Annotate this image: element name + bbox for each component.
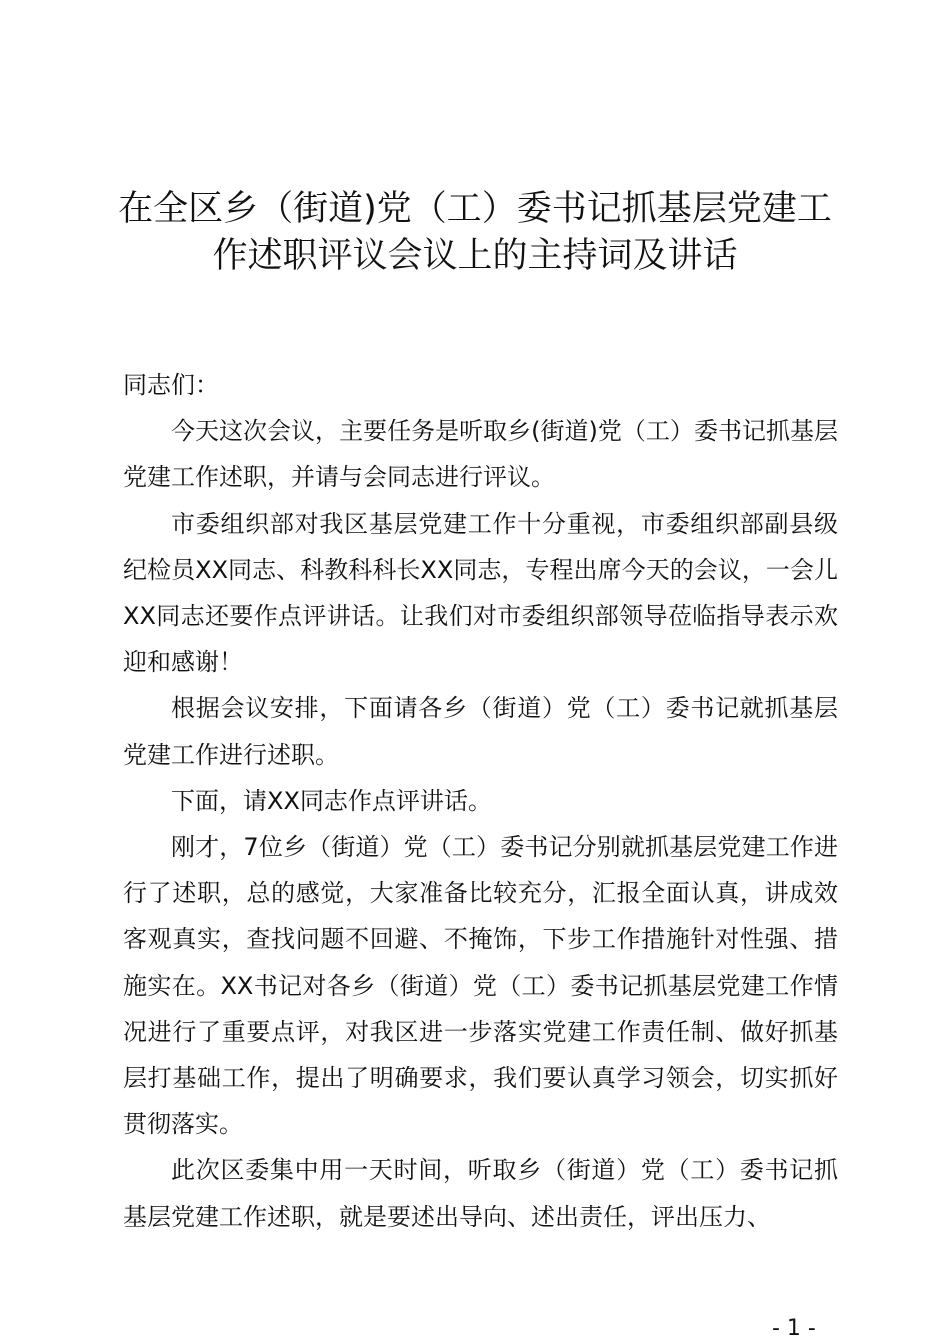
- document-body: [123, 362, 838, 1240]
- paragraph: 根据会议安排，下面请各乡（街道）党（工）委书记就抓基层党建工作进行述职。: [123, 694, 838, 769]
- document-title: [100, 186, 850, 280]
- paragraph: 刚才，7位乡（街道）党（工）委书记分别就抓基层党建工作进行了述职，总的感觉，大家准备比较充分，汇报全面认真，讲成效客观真实，查找问题不回避、不掩饰，下步工作措施针对性强、措施实在。XX书记对各乡（街道）党（工）委书记抓基层党建工作情况进行了重要点评，对我区进一步落实党建工作责任制、做好抓基层打基础工作，提出了明确要求，我们要认真学习领会，切实抓好贯彻落实。: [123, 833, 838, 1139]
- paragraph: 市委组织部对我区基层党建工作十分重视，市委组织部副县级纪检员XX同志、科教科科长XX同志，专程出席今天的会议，一会儿XX同志还要作点评讲话。让我们对市委组织部领导莅临指导表示欢迎和感谢！: [123, 509, 838, 677]
- paragraph: 今天这次会议，主要任务是听取乡(街道)党（工）委书记抓基层党建工作述职，并请与会同志进行评议。: [123, 417, 838, 492]
- title-line-1: 在全区乡（街道)党（工）委书记抓基层党建工: [118, 189, 832, 229]
- paragraph: 此次区委集中用一天时间，听取乡（街道）党（工）委书记抓基层党建工作述职，就是要述出导向、述出责任，评出压力、: [123, 1156, 838, 1231]
- paragraph: 下面，请XX同志作点评讲话。: [171, 786, 492, 815]
- title-line-2: 作述职评议会议上的主持词及讲话: [212, 236, 738, 276]
- page-number: - 1 -: [772, 1316, 816, 1341]
- salutation: 同志们：: [123, 371, 219, 399]
